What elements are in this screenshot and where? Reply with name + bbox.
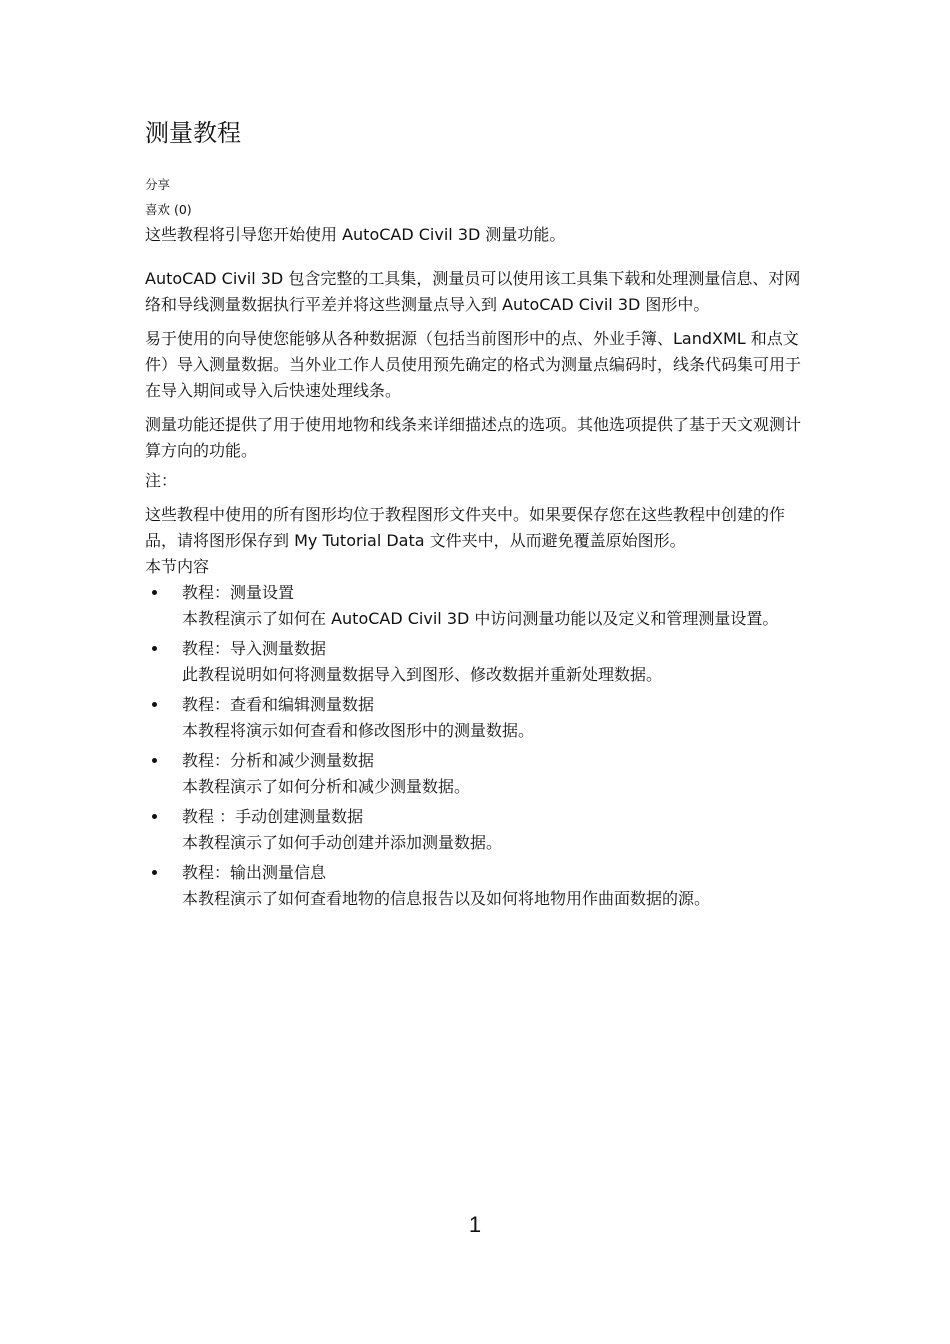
page-title: 测量教程	[145, 119, 241, 147]
list-item	[145, 748, 810, 800]
list-item	[145, 580, 810, 632]
bullet-icon	[152, 590, 157, 595]
tutorial-description: 本教程演示了如何手动创建并添加测量数据。	[182, 833, 503, 852]
tutorial-link[interactable]: 教程 ：手动创建测量数据	[182, 807, 364, 826]
page-number: 1	[468, 1212, 482, 1237]
note-label: 注：	[145, 471, 178, 490]
tutorial-description: 本教程演示了如何查看地物的信息报告以及如何将地物用作曲面数据的源。	[182, 889, 711, 908]
share-link[interactable]: 分享	[145, 177, 171, 192]
list-item	[145, 804, 810, 856]
tutorial-link[interactable]: 教程：导入测量数据	[182, 639, 327, 658]
bullet-icon	[152, 814, 157, 819]
bullet-icon	[152, 702, 157, 707]
list-item	[145, 860, 810, 912]
note-text: 这些教程中使用的所有图形均位于教程图形文件夹中。如果要保存您在这些教程中创建的作品，请将图形保存到 My Tutorial Data 文件夹中，从而避免覆盖原始图形。	[145, 505, 786, 550]
tutorial-description: 此教程说明如何将测量数据导入到图形、修改数据并重新处理数据。	[182, 665, 663, 684]
list-item	[145, 692, 810, 744]
tutorial-link[interactable]: 教程：分析和减少测量数据	[182, 751, 375, 770]
bullet-icon	[152, 646, 157, 651]
tutorial-link[interactable]: 教程：输出测量信息	[182, 863, 327, 882]
list-item	[145, 636, 810, 688]
document-content	[145, 116, 810, 916]
body-paragraph: 易于使用的向导使您能够从各种数据源（包括当前图形中的点、外业手簿、LandXML 和点文件）导入测量数据。当外业工作人员使用预先确定的格式为测量点编码时，线条代码集可用于在导入期间或导入后快速处理线条。	[145, 329, 802, 400]
section-title: 本节内容	[145, 557, 210, 576]
bullet-icon	[152, 758, 157, 763]
tutorial-link[interactable]: 教程：查看和编辑测量数据	[182, 695, 375, 714]
body-paragraph: AutoCAD Civil 3D 包含完整的工具集，测量员可以使用该工具集下载和处理测量信息、对网络和导线测量数据执行平差并将这些测量点导入到 AutoCAD Civil 3D 图形中。	[145, 269, 801, 314]
body-paragraph: 测量功能还提供了用于使用地物和线条来详细描述点的选项。其他选项提供了基于天文观测计算方向的功能。	[145, 415, 802, 460]
tutorial-link[interactable]: 教程：测量设置	[182, 583, 295, 602]
bullet-icon	[152, 870, 157, 875]
tutorial-list	[145, 580, 810, 912]
like-link[interactable]: 喜欢 (0)	[145, 202, 192, 217]
tutorial-description: 本教程演示了如何分析和减少测量数据。	[182, 777, 471, 796]
tutorial-description: 本教程演示了如何在 AutoCAD Civil 3D 中访问测量功能以及定义和管理测量设置。	[182, 609, 779, 628]
tutorial-description: 本教程将演示如何查看和修改图形中的测量数据。	[182, 721, 535, 740]
intro-paragraph: 这些教程将引导您开始使用 AutoCAD Civil 3D 测量功能。	[145, 225, 566, 244]
